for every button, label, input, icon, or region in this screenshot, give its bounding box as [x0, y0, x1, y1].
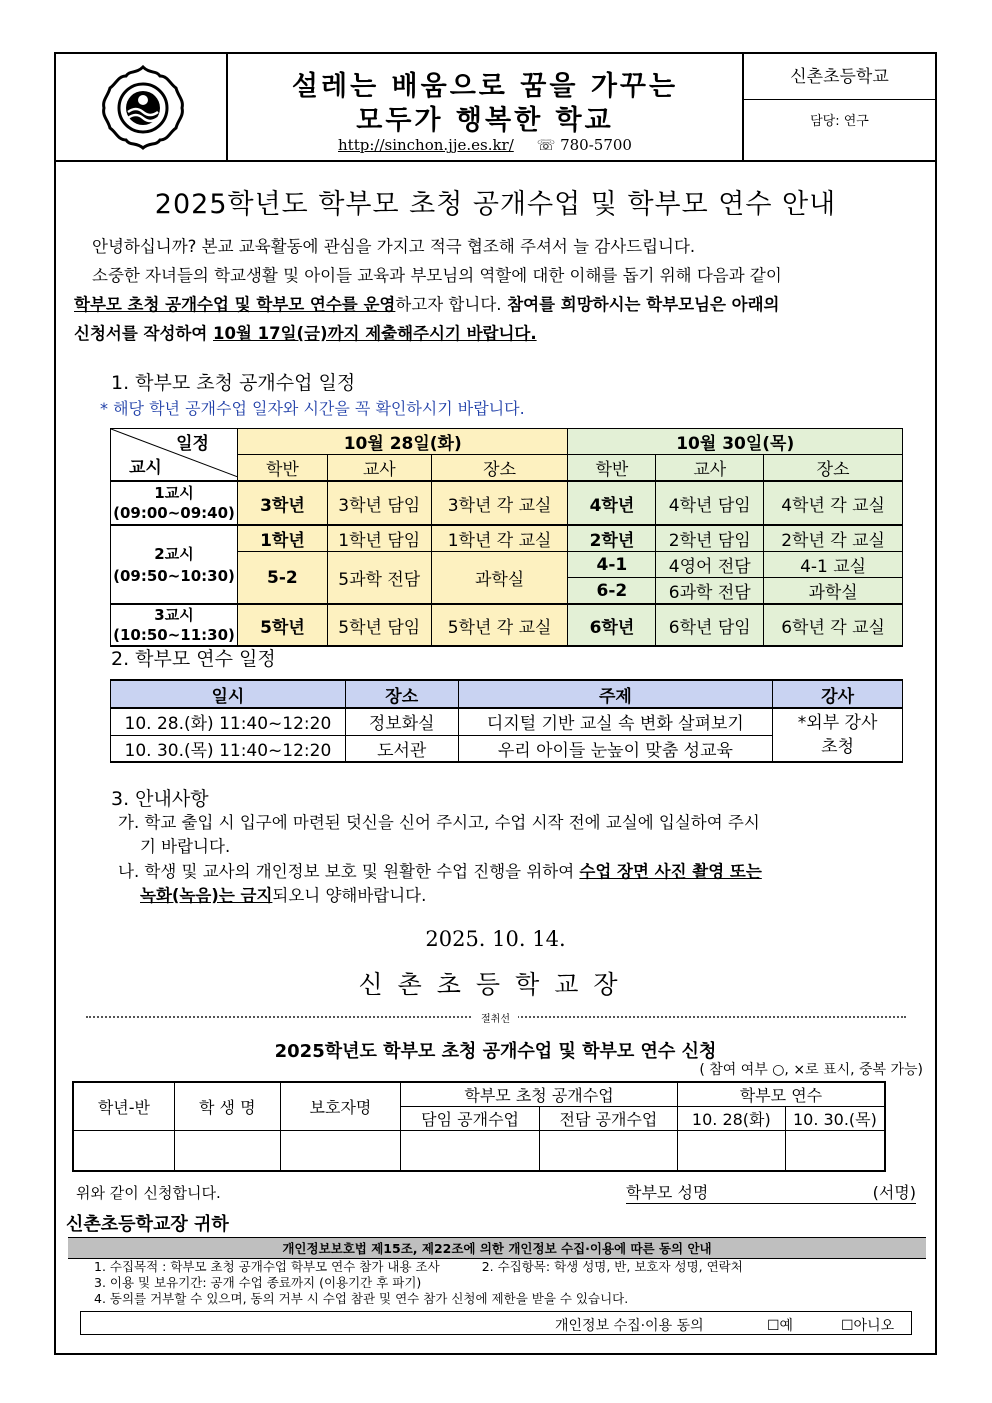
homeroom-class-input[interactable] [401, 1131, 540, 1171]
lecturer-cell: *외부 강사 초청 [773, 708, 903, 762]
table-cell: 4-1 [568, 552, 656, 578]
table-cell: 우리 아이들 눈높이 맞춤 성교육 [458, 735, 773, 762]
table-cell: 4학년 담임 [656, 481, 764, 525]
consent-header: 개인정보보호법 제15조, 제22조에 의한 개인정보 수집·이용에 따른 동의 안내 [68, 1237, 926, 1259]
table-cell: 5학년 [237, 604, 327, 646]
table-cell: 6-2 [568, 578, 656, 605]
consent-line: 3. 이용 및 보유기간: 공개 수업 종료까지 (이용기간 후 파기) [94, 1275, 422, 1290]
application-form-table [72, 1081, 886, 1172]
table-cell: 4학년 각 교실 [764, 481, 903, 525]
guardian-name-input[interactable] [280, 1131, 400, 1171]
school-name: 신촌초등학교 [744, 54, 935, 100]
section-1-title: 1. 학부모 초청 공개수업 일정 [111, 372, 356, 394]
manager: 담당: 연구 [810, 114, 869, 129]
table-cell: 과학실 [764, 578, 903, 605]
logo-cell [56, 54, 228, 160]
header-datetime: 일시 [111, 680, 346, 708]
homepage-link[interactable]: http://sinchon.jje.es.kr/ [338, 136, 514, 154]
grade-class-input[interactable] [73, 1131, 174, 1171]
table-cell: 6학년 [568, 604, 656, 646]
col-place: 장소 [431, 455, 568, 482]
privacy-consent-section [68, 1237, 926, 1335]
consent-question: 개인정보 수집·이용 동의 [555, 1318, 704, 1334]
table-cell: 10. 28.(화) 11:40~12:20 [111, 708, 346, 735]
table-cell: 6학년 담임 [656, 604, 764, 646]
document-date: 2025. 10. 14. [425, 927, 566, 951]
open-class-schedule-table [110, 428, 903, 647]
period-2: 2교시 (09:50~10:30) [111, 525, 238, 604]
intro-line-4: 신청서를 작성하여 10월 17일(금)까지 제출해주시기 바랍니다. [74, 324, 537, 343]
table-cell: 5학년 담임 [327, 604, 431, 646]
table-cell: 3학년 담임 [327, 481, 431, 525]
intro-line-2: 소중한 자녀들의 학교생활 및 아이들 교육과 부모님의 역할에 대한 이해를 돕기 위해 다음과 같이 [92, 266, 782, 285]
section-3-title: 3. 안내사항 [111, 788, 209, 810]
table-cell: 5학년 각 교실 [431, 604, 568, 646]
table-cell: 2학년 [568, 525, 656, 552]
addressee: 신촌초등학교장 귀하 [66, 1214, 229, 1235]
col-specialist-class: 전담 공개수업 [540, 1107, 678, 1131]
specialist-class-input[interactable] [540, 1131, 678, 1171]
col-training-day2: 10. 30.(목) [785, 1107, 885, 1131]
table-cell: 6과학 전담 [656, 578, 764, 605]
form-note: ( 참여 여부 ○, ×로 표시, 중복 가능) [699, 1062, 923, 1078]
col-place: 장소 [764, 455, 903, 482]
training-day2-input[interactable] [785, 1131, 885, 1171]
col-class: 학반 [568, 455, 656, 482]
document-title: 2025학년도 학부모 초청 공개수업 및 학부모 연수 안내 [154, 189, 837, 220]
day2-header: 10월 30일(목) [568, 429, 903, 455]
signature-line[interactable] [626, 1180, 916, 1204]
document-frame [54, 52, 937, 1355]
school-emblem-icon [98, 62, 188, 152]
table-cell: 1학년 [237, 525, 327, 552]
apply-statement: 위와 같이 신청합니다. [76, 1184, 221, 1202]
col-training-day1: 10. 28(화) [677, 1107, 785, 1131]
training-schedule-table [110, 679, 903, 763]
school-info-cell [744, 54, 935, 160]
table-cell: 5-2 [237, 552, 327, 605]
slogan-line-2: 모두가 행복한 학교 [356, 105, 614, 136]
signature-label: 학부모 성명 [626, 1183, 709, 1202]
consent-no-checkbox[interactable]: ☐아니오 [841, 1318, 895, 1334]
form-title: 2025학년도 학부모 초청 공개수업 및 학부모 연수 신청 [274, 1041, 717, 1062]
student-name-input[interactable] [174, 1131, 280, 1171]
table-cell: 2학년 각 교실 [764, 525, 903, 552]
letterhead [56, 54, 935, 162]
col-open-class: 학부모 초청 공개수업 [401, 1082, 678, 1107]
table-cell: 10. 30.(목) 11:40~12:20 [111, 735, 346, 762]
table-cell: 3학년 [237, 481, 327, 525]
notice-item-b: 나. 학생 및 교사의 개인정보 보호 및 원활한 수업 진행을 위하여 수업 장면 사진 촬영 또는 녹화(녹음)는 금지되오니 양해바랍니다. [118, 862, 762, 905]
cut-label: 절취선 [56, 1010, 935, 1025]
table-cell: 2학년 담임 [656, 525, 764, 552]
contact-line [228, 136, 742, 154]
header-place: 장소 [345, 680, 458, 708]
intro-line-1: 안녕하십니까? 본교 교육활동에 관심을 가지고 적극 협조해 주셔서 늘 감사드립니다. [92, 237, 696, 256]
notice-item-a: 가. 학교 출입 시 입구에 마련된 덧신을 신어 주시고, 수업 시작 전에 교실에 입실하여 주시 기 바랍니다. [118, 813, 760, 856]
col-class: 학반 [237, 455, 327, 482]
consent-yes-checkbox[interactable]: ☐예 [767, 1318, 794, 1334]
header-lecturer: 강사 [773, 680, 903, 708]
period-3: 3교시 (10:50~11:30) [111, 604, 238, 646]
consent-line: 1. 수집목적 : 학부모 초청 공개수업 학부모 연수 참가 내용 조사 2. 수집항목: 학생 성명, 반, 보호자 성명, 연락처 [94, 1259, 743, 1274]
header-topic: 주제 [458, 680, 773, 708]
principal-name: 신촌초등학교장 [358, 970, 633, 999]
table-cell: 디지털 기반 교실 속 변화 살펴보기 [458, 708, 773, 735]
consent-line: 4. 동의를 거부할 수 있으며, 동의 거부 시 수업 참관 및 연수 참가 신청에 제한을 받을 수 있습니다. [94, 1291, 629, 1306]
table-cell: 4-1 교실 [764, 552, 903, 578]
telephone: ☏ 780-5700 [536, 136, 632, 154]
period-1: 1교시 (09:00~09:40) [111, 481, 238, 525]
slogan-cell [228, 54, 744, 160]
intro-paragraph [74, 232, 782, 348]
intro-line-3: 학부모 초청 공개수업 및 학부모 연수를 운영하고자 합니다. 참여를 희망하시는 학부모님은 아래의 [74, 295, 780, 314]
col-student-name: 학 생 명 [174, 1082, 280, 1131]
col-teacher: 교사 [327, 455, 431, 482]
table-cell: 1학년 각 교실 [431, 525, 568, 552]
table-cell: 1학년 담임 [327, 525, 431, 552]
col-homeroom-class: 담임 공개수업 [401, 1107, 540, 1131]
table-cell: 4영어 전담 [656, 552, 764, 578]
training-day1-input[interactable] [677, 1131, 785, 1171]
table-cell: 4학년 [568, 481, 656, 525]
day1-header: 10월 28일(화) [237, 429, 567, 455]
consent-box [80, 1311, 912, 1335]
table-cell: 과학실 [431, 552, 568, 605]
col-training: 학부모 연수 [677, 1082, 885, 1107]
table-cell: 도서관 [345, 735, 458, 762]
col-guardian-name: 보호자명 [280, 1082, 400, 1131]
section-2-title: 2. 학부모 연수 일정 [111, 648, 276, 670]
col-grade-class: 학년-반 [73, 1082, 174, 1131]
table-cell: 정보화실 [345, 708, 458, 735]
section-1-note: * 해당 학년 공개수업 일자와 시간을 꼭 확인하시기 바랍니다. [100, 399, 525, 418]
col-teacher: 교사 [656, 455, 764, 482]
corner-header: 일정 교시 [111, 429, 238, 482]
slogan-line-1: 설레는 배움으로 꿈을 가꾸는 [291, 71, 679, 102]
table-cell: 6학년 각 교실 [764, 604, 903, 646]
signature-mark: (서명) [872, 1183, 916, 1202]
table-cell: 5과학 전담 [327, 552, 431, 605]
table-cell: 3학년 각 교실 [431, 481, 568, 525]
